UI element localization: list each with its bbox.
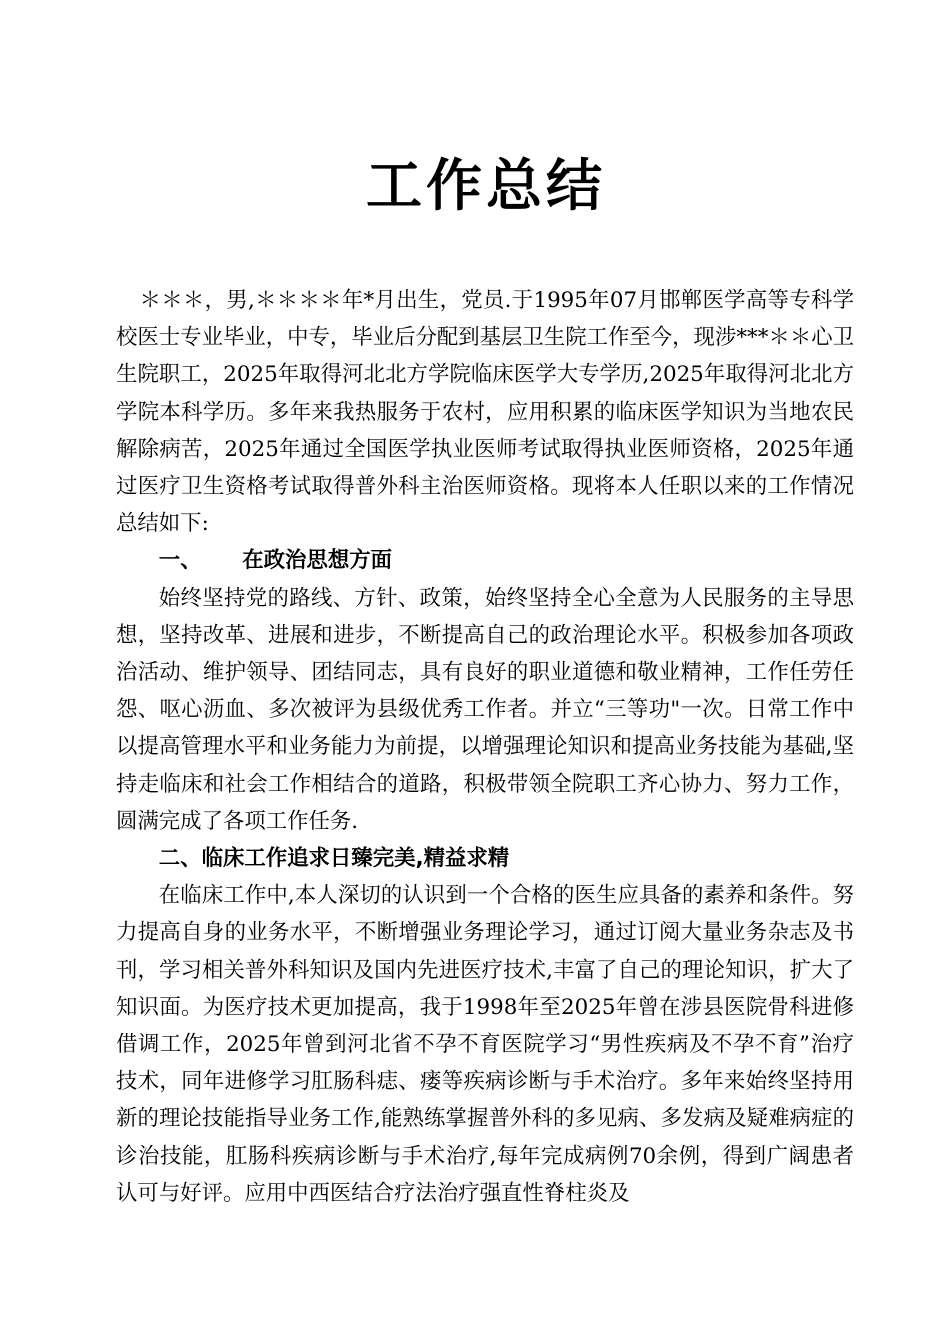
section-heading-clinical: 二、临床工作追求日臻完美,精益求精 <box>158 846 510 872</box>
document-body <box>116 282 854 1212</box>
section-paragraph-politics: 始终坚持党的路线、方针、政策，始终坚持全心全意为人民服务的主导思想，坚持改革、进展和进步，不断提高自己的政治理论水平。积极参加各项政治活动、维护领导、团结同志，具有良好的职业道德和敬业精神，工作任劳任怨、呕心沥血、多次被评为县级优秀工作者。并立“三等功"一次。日常工作中以提高管理水平和业务能力为前提，以增强理论知识和提高业务技能为基础,坚持走临床和社会工作相结合的道路，积极带领全院职工齐心协力、努力工作，圆满完成了各项工作任务. <box>116 585 854 834</box>
section-heading-text: 在政治思想方面 <box>242 548 392 574</box>
document-title: 工作总结 <box>366 154 606 219</box>
section-heading-politics <box>116 542 854 579</box>
section-number: 一、 <box>158 548 202 574</box>
section-paragraph-clinical: 在临床工作中,本人深切的认识到一个合格的医生应具备的素养和条件。努力提高自身的业务水平，不断增强业务理论学习，通过订阅大量业务杂志及书刊，学习相关普外科知识及国内先进医疗技术,丰富了自己的理论知识，扩大了知识面。为医疗技术更加提高，我于1998年至2025年曾在涉县医院骨科进修借调工作，2025年曾到河北省不孕不育医院学习“男性疾病及不孕不育”治疗技术，同年进修学习肛肠科痣、瘘等疾病诊断与手术治疗。多年来始终坚持用新的理论技能指导业务工作,能熟练掌握普外科的多见病、多发病及疑难病症的诊治技能，肛肠科疾病诊断与手术治疗,每年完成病例70余例，得到广阔患者认可与好评。应用中西医结合疗法治疗强直性脊柱炎及 <box>116 883 854 1206</box>
intro-paragraph: ＊＊＊，男,＊＊＊＊年*月出生，党员.于1995年07月邯郸医学高等专科学校医士专业毕业，中专，毕业后分配到基层卫生院工作至今，现涉***＊＊心卫生院职工，2025年取得河北北方学院临床医学大专学历,2025年取得河北北方学院本科学历。多年来我热服务于农村，应用积累的临床医学知识为当地农民解除病苦，2025年通过全国医学执业医师考试取得执业医师资格，2025年通过医疗卫生资格考试取得普外科主治医师资格。现将本人任职以来的工作情况总结如下: <box>116 288 854 537</box>
